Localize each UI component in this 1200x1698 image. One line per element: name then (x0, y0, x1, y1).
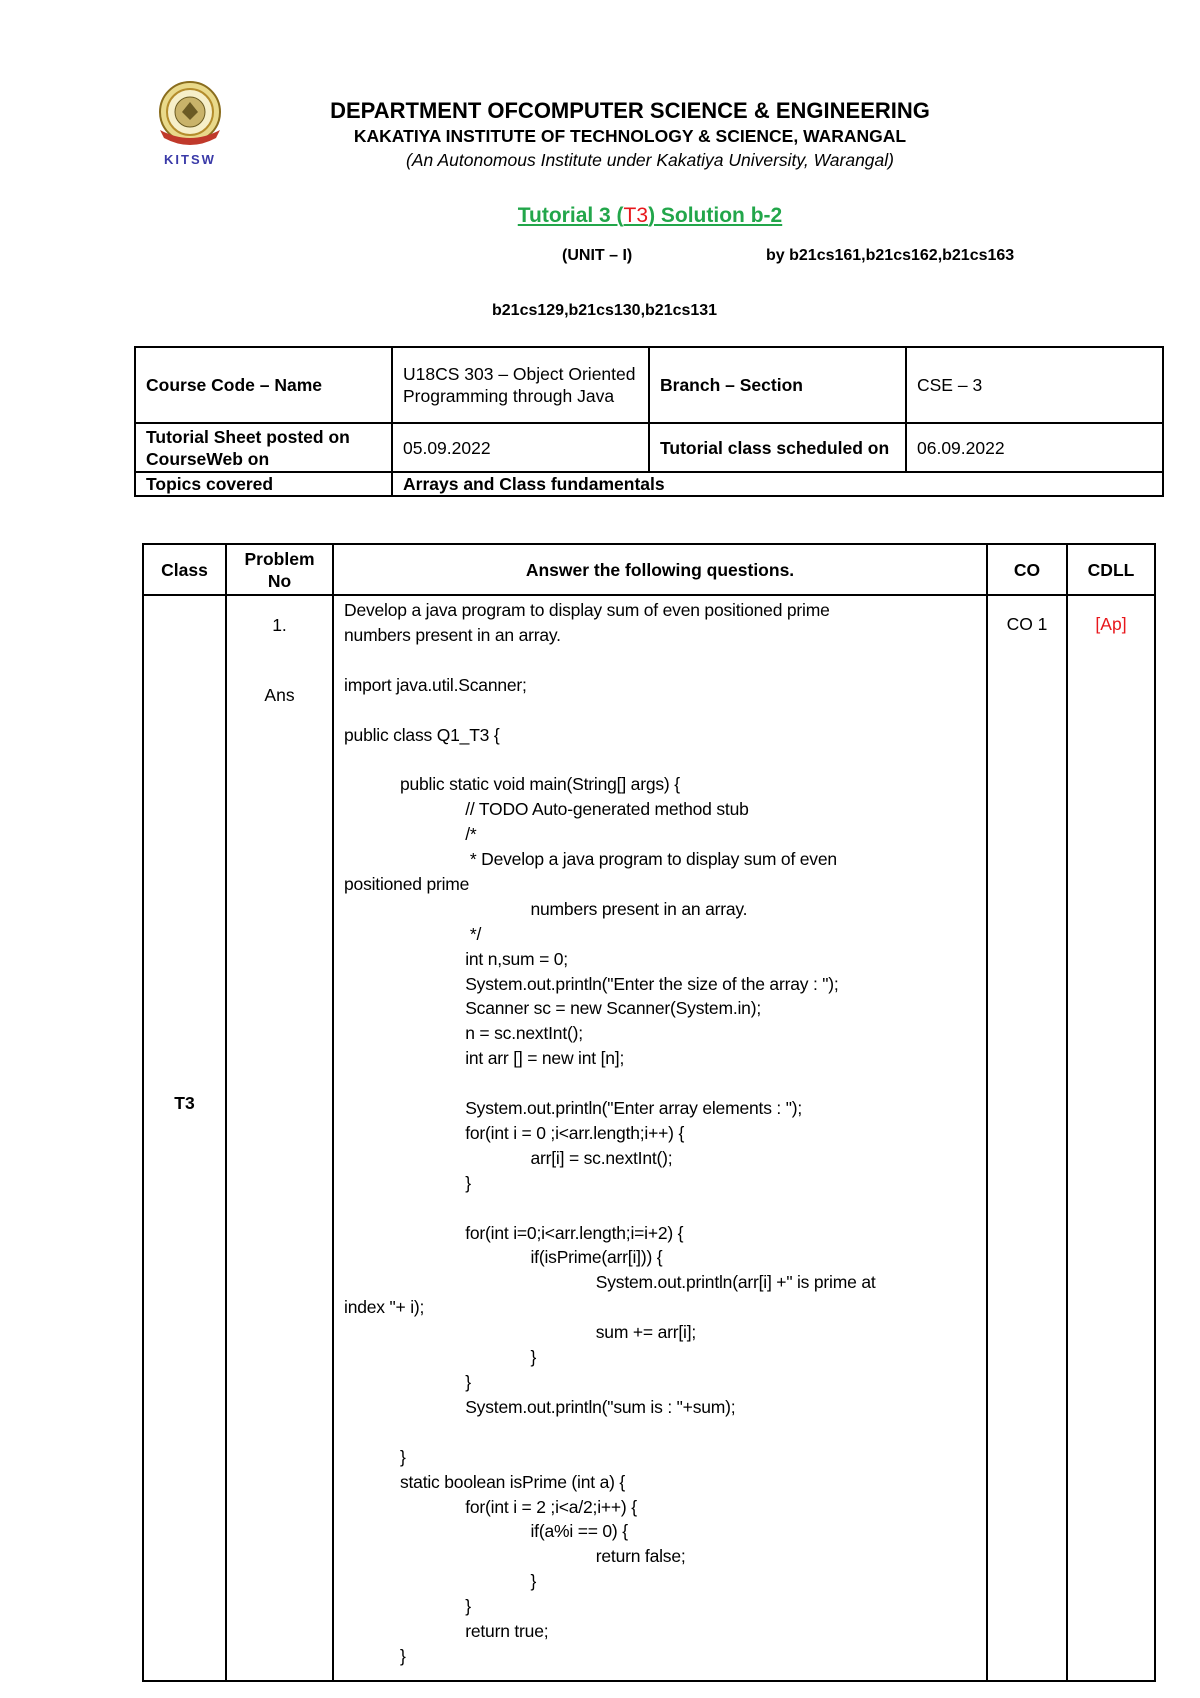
questions-table (142, 543, 1156, 1682)
code-line: * Develop a java program to display sum of even (344, 849, 837, 870)
code-line (344, 648, 976, 673)
code-block (334, 596, 986, 1669)
code-line: n = sc.nextInt(); (344, 1023, 583, 1044)
code-line: } (344, 1347, 537, 1368)
posted-label: Tutorial Sheet posted on CourseWeb on (135, 423, 392, 472)
header-problem-no: Problem No (226, 544, 333, 595)
document-header (250, 98, 1010, 171)
department-name: DEPARTMENT OFCOMPUTER SCIENCE & ENGINEERING (330, 98, 930, 123)
code-line: public class Q1_T3 { (344, 724, 500, 745)
code-line: System.out.println("sum is : "+sum); (344, 1396, 736, 1417)
code-line: if(a%i == 0) { (344, 1521, 628, 1542)
code-line: Scanner sc = new Scanner(System.in); (344, 998, 761, 1019)
code-line: } (344, 1172, 471, 1193)
code-line: int arr [] = new int [n]; (344, 1048, 625, 1069)
course-value: U18CS 303 – Object Oriented Programming through Java (392, 347, 649, 423)
title-prefix: Tutorial 3 ( (517, 204, 624, 227)
code-line (344, 1071, 976, 1096)
code-line: arr[i] = sc.nextInt(); (344, 1147, 673, 1168)
header-cdll: CDLL (1067, 544, 1155, 595)
code-line: import java.util.Scanner; (344, 674, 527, 695)
code-line: } (344, 1446, 406, 1467)
authors-line-1: by b21cs161,b21cs162,b21cs163 (766, 247, 1015, 264)
autonomous-note: (An Autonomous Institute under Kakatiya University, Warangal) (406, 150, 894, 170)
code-line: int n,sum = 0; (344, 948, 568, 969)
header-answer: Answer the following questions. (333, 544, 987, 595)
code-line: static boolean isPrime (int a) { (344, 1471, 626, 1492)
unit-label: (UNIT – I) (562, 247, 633, 264)
code-line: public static void main(String[] args) { (344, 774, 680, 795)
code-line (344, 747, 976, 772)
title-suffix: ) Solution b-2 (648, 204, 783, 227)
branch-label: Branch – Section (649, 347, 906, 423)
code-line: // TODO Auto-generated method stub (344, 799, 749, 820)
code-line: Develop a java program to display sum of even positioned prime (344, 600, 830, 620)
code-line: for(int i = 2 ;i<a/2;i++) { (344, 1496, 637, 1517)
code-line: System.out.println(arr[i] +" is prime at (344, 1272, 876, 1293)
title-code: T3 (623, 204, 649, 227)
code-line: return false; (344, 1546, 686, 1567)
course-info-table (134, 346, 1164, 497)
code-line (344, 1196, 976, 1221)
code-line: positioned prime (344, 873, 470, 894)
branch-value: CSE – 3 (906, 347, 1163, 423)
code-line (344, 1420, 976, 1445)
code-line: sum += arr[i]; (344, 1322, 697, 1343)
code-line: numbers present in an array. (344, 898, 748, 919)
problem-cell (226, 595, 333, 1681)
answer-cell (333, 595, 987, 1681)
code-line (344, 698, 976, 723)
code-line: numbers present in an array. (344, 624, 561, 645)
co-cell: CO 1 (987, 595, 1067, 1681)
topics-label: Topics covered (135, 472, 392, 496)
logo-text: KITSW (164, 152, 216, 167)
code-line: } (344, 1372, 471, 1393)
code-line: for(int i = 0 ;i<arr.length;i++) { (344, 1122, 685, 1143)
topics-value: Arrays and Class fundamentals (392, 472, 1163, 496)
code-line: /* (344, 824, 477, 845)
code-line: System.out.println("Enter array elements : "); (344, 1098, 803, 1119)
problem-number: 1. (272, 615, 287, 635)
code-line: index "+ i); (344, 1297, 425, 1318)
header-co: CO (987, 544, 1067, 595)
scheduled-value: 06.09.2022 (906, 423, 1163, 472)
code-line: for(int i=0;i<arr.length;i=i+2) { (344, 1222, 684, 1243)
header-class: Class (143, 544, 226, 595)
code-line: } (344, 1645, 406, 1666)
code-line: if(isPrime(arr[i])) { (344, 1247, 663, 1268)
code-line: return true; (344, 1621, 549, 1642)
code-line: } (344, 1571, 537, 1592)
posted-value: 05.09.2022 (392, 423, 649, 472)
class-cell: T3 (143, 595, 226, 1681)
tutorial-title (0, 204, 1200, 228)
code-line: System.out.println("Enter the size of the array : "); (344, 973, 839, 994)
institute-logo (152, 80, 228, 168)
scheduled-label: Tutorial class scheduled on (649, 423, 906, 472)
course-label: Course Code – Name (135, 347, 392, 423)
cdll-cell: [Ap] (1067, 595, 1155, 1681)
code-line: */ (344, 923, 482, 944)
institute-name: KAKATIYA INSTITUTE OF TECHNOLOGY & SCIENCE, WARANGAL (353, 126, 907, 146)
ans-label: Ans (264, 685, 295, 705)
code-line: } (344, 1596, 471, 1617)
authors-line-2: b21cs129,b21cs130,b21cs131 (492, 302, 718, 319)
